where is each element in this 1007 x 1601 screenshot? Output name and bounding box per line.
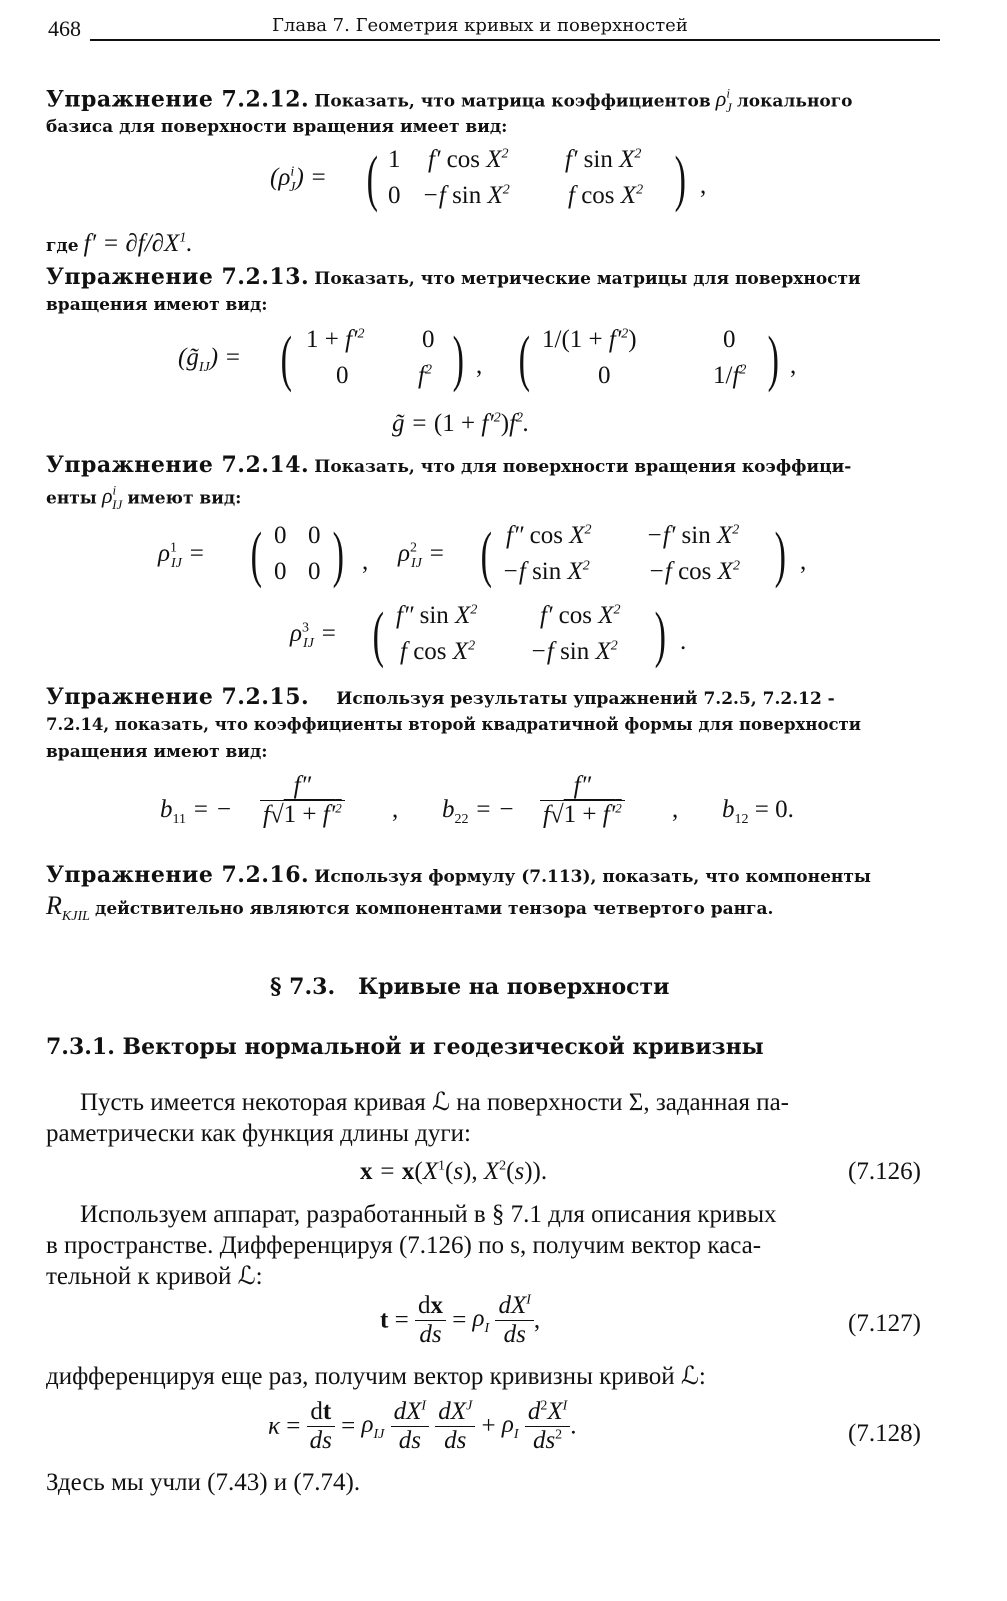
equation-metric-determinant: g̃ = $(1 + f'^2)f^2$.	[392, 410, 530, 437]
paragraph-line: Здесь мы учли (7.43) и (7.74).	[46, 1469, 361, 1496]
exercise-7-2-14-line2: енты $\rho^i_{IJ}$ имеют вид:	[46, 483, 242, 512]
exercise-text-line2: базиса для поверхности вращения имеет вид:	[46, 117, 508, 137]
equation-number: (7.128)	[848, 1420, 921, 1447]
running-title: Глава 7. Геометрия кривых и поверхностей	[272, 15, 688, 36]
equation-number: (7.127)	[848, 1310, 921, 1337]
where-line: где $f' = \partial f/\partial X^1$.	[46, 230, 193, 257]
exercise-heading: Упражнение 7.2.13.	[46, 264, 310, 290]
exercise-text: действительно являются компонентами тензора четвертого ранга.	[94, 899, 774, 919]
exercise-7-2-15-line1	[46, 684, 835, 710]
rho-symbol: $\rho^i_J$	[715, 86, 732, 115]
exercise-text: Используя формулу (7.113), показать, что компоненты	[314, 867, 871, 887]
exercise-text: Показать, что для поверхности вращения коэффици-	[314, 457, 852, 477]
exercise-text: енты	[46, 488, 97, 509]
exercise-heading: Упражнение 7.2.15.	[46, 684, 310, 710]
section-title: § 7.3. Кривые на поверхности	[270, 974, 670, 1000]
equation-metric-matrices: $(g̃_{IJ})$ = ( $1 + f'^2$ 0 0 $f^2$ ) , ( $1/(1 + f'^2)$ 0 0 $1/f^2$ ) ,	[178, 325, 797, 393]
exercise-7-2-16-line2: $R_{KJIL}$ действительно являются компонентами тензора четвертого ранга.	[46, 891, 774, 925]
equation-rho-matrix: $(\rho^i_J)$ = ( 1 f′ $\cos X^2$ f′ $\sin X^2$ 0 −f $\sin X^2$ f $\cos X^2$ ) ,	[270, 145, 707, 213]
equation-7-127: t = $\frac{dx}{ds}$ = $\rho_I$ $\frac{dX^I}{ds}$ ,	[380, 1292, 541, 1348]
equation-7-128: κ = $\frac{dt}{ds}$ = $\rho_{IJ}$ $\frac{dX^I}{ds}$ $\frac{dX^J}{ds}$ + $\rho_I$ $\frac{d^2X^I}{ds^2}$ .	[268, 1398, 577, 1454]
exercise-heading: Упражнение 7.2.16.	[46, 862, 310, 888]
exercise-heading: Упражнение 7.2.14.	[46, 452, 310, 478]
equation-second-form-coefficients: $b_{11}$ = − $\frac{f''}{f√1 + f'^2}$ , $b_{22}$ = − $\frac{f''}{f√1 + f'^2}$ , $b_{12} = 0$.	[160, 772, 794, 829]
exercise-7-2-12-line1	[46, 86, 853, 116]
paragraph-line: Используем аппарат, разработанный в § 7.1 для описания кривых	[80, 1201, 777, 1228]
paragraph-line: в пространстве. Дифференцируя (7.126) по s, получим вектор каса-	[46, 1232, 762, 1259]
where-text: где	[46, 236, 79, 256]
paragraph-line: дифференцируя еще раз, получим вектор кривизны кривой ℒ:	[46, 1363, 706, 1390]
header-rule	[90, 39, 940, 41]
equation-7-126: $x = x(X^1(s)$, $X^2(s)$).	[360, 1158, 548, 1185]
exercise-text: Показать, что матрица коэффициентов	[314, 91, 711, 112]
equation-rho-ij-3: $\rho^3_{IJ}$ = ( f″ $\sin X^2$ f′ $\cos X^2$ f $\cos X^2$ −f $\sin X^2$ ) .	[290, 601, 687, 669]
exercise-7-2-13-line1	[46, 264, 861, 290]
subsection-title: 7.3.1. Векторы нормальной и геодезической кривизны	[46, 1034, 764, 1060]
paragraph-line: тельной к кривой ℒ:	[46, 1263, 263, 1290]
equation-number: (7.126)	[848, 1158, 921, 1185]
exercise-heading: Упражнение 7.2.12.	[46, 86, 310, 113]
exercise-text: Показать, что метрические матрицы для поверхности	[314, 269, 861, 289]
exercise-7-2-16-line1	[46, 862, 871, 888]
page-number: 468	[48, 16, 81, 41]
paragraph-line: Пусть имеется некоторая кривая ℒ на поверхности Σ, заданная па-	[80, 1089, 790, 1116]
exercise-7-2-14-line1	[46, 452, 851, 478]
exercise-text-line2: 7.2.14, показать, что коэффициенты второй квадратичной формы для поверхности	[46, 715, 861, 734]
exercise-text: имеют вид:	[127, 488, 242, 509]
exercise-text-line3: вращения имеют вид:	[46, 742, 268, 762]
paragraph-line: раметрически как функция длины дуги:	[46, 1120, 471, 1147]
exercise-text: Используя результаты упражнений 7.2.5, 7.2.12 -	[336, 689, 835, 709]
exercise-text: локального	[736, 91, 853, 112]
exercise-text-line2: вращения имеют вид:	[46, 295, 268, 315]
equation-rho-ij-1-2: $\rho^1_{IJ}$ = ( 0 0 0 0 ) , $\rho^2_{IJ}$ = ( f″ $\cos X^2$ −f′ $\sin X^2$ −f $\sin X^2$ −f $\cos X^2$ ) ,	[158, 521, 807, 589]
